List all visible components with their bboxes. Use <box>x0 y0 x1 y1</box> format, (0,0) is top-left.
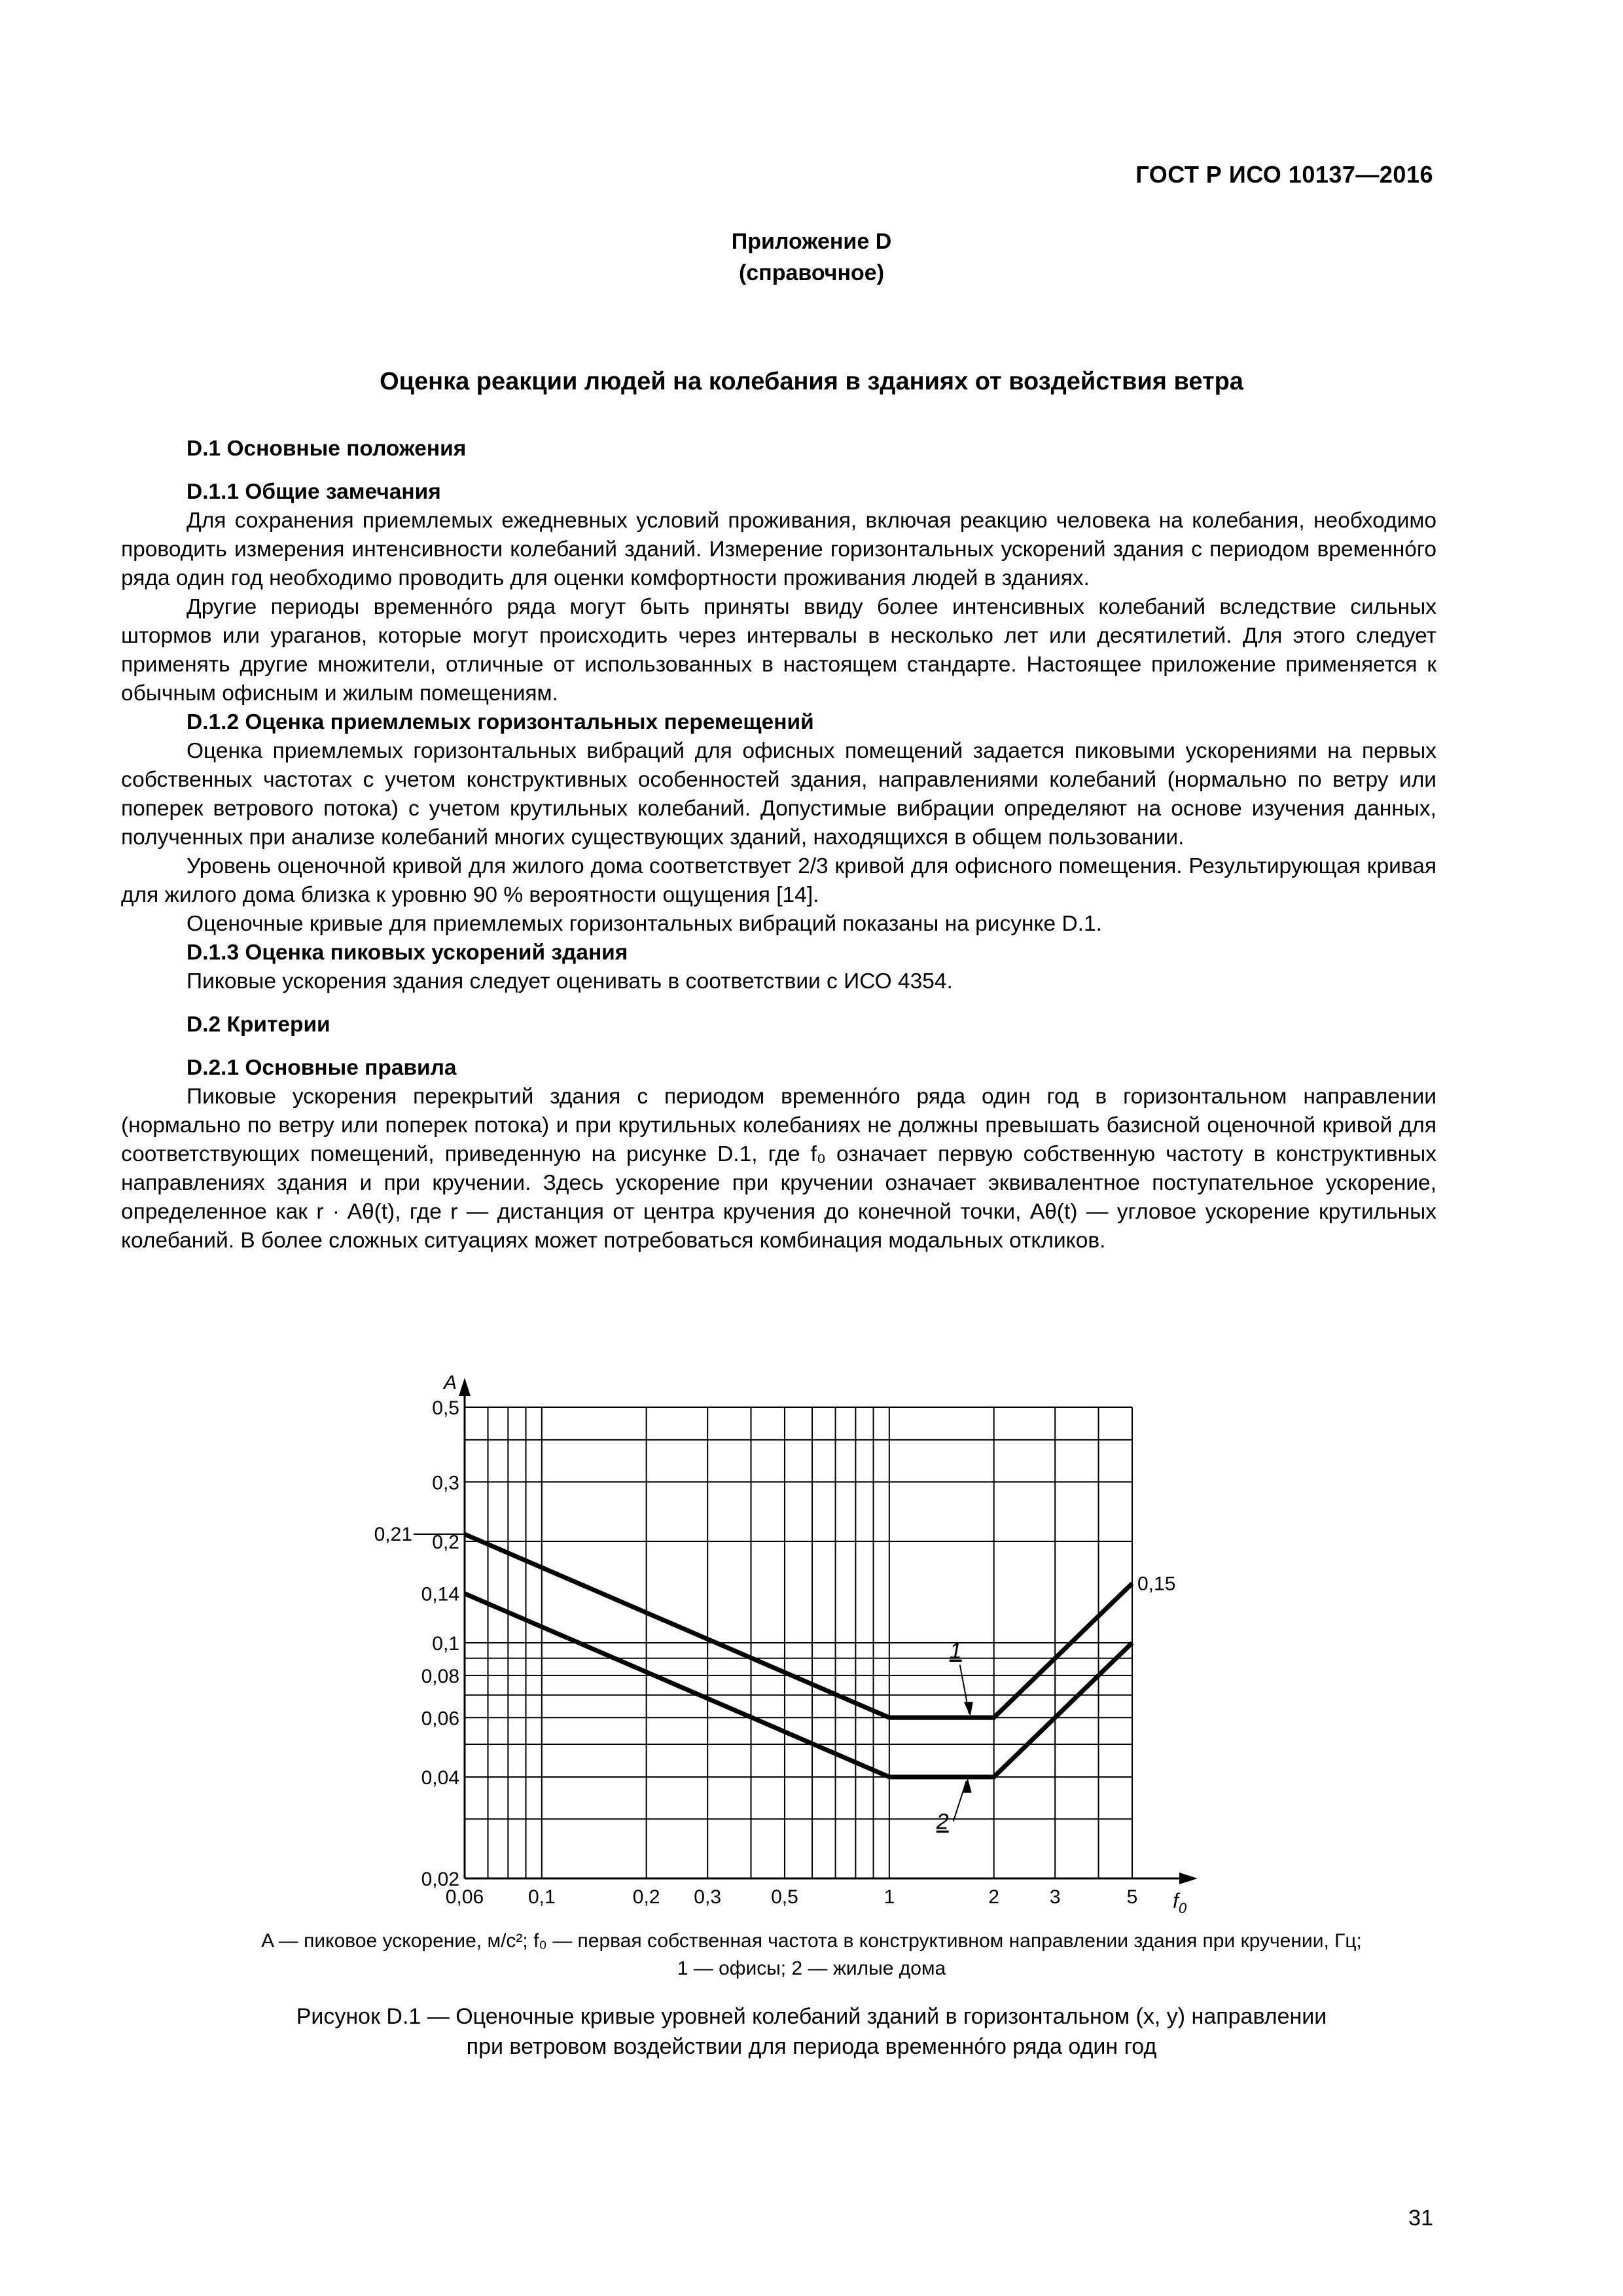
y-tick-label: 0,2 <box>432 1531 459 1553</box>
chart-axes <box>459 1378 1198 1884</box>
y-tick-label: 0,08 <box>421 1665 459 1687</box>
caption-line-2: при ветровом воздействии для периода временно́го ряда один год <box>466 2034 1157 2059</box>
paragraph: Другие периоды временно́го ряда могут быть приняты ввиду более интенсивных колебаний вследствие сильных штормов или ураганов, которые могут происходить через интервалы в несколько лет или десятилетий. Для этого следует применять другие множители, отличные от использованных в настоящем стандарте. Настоящее приложение применяется к обычным офисным и жилым помещениям. <box>121 595 1436 706</box>
x-tick-label: 0,1 <box>527 1886 556 1908</box>
y-tick-label: 0,5 <box>432 1397 459 1419</box>
x-axis-label-subscript: 0 <box>1178 1900 1187 1916</box>
curve-label-arrow <box>964 1702 973 1716</box>
x-axis-label: $f_0$ <box>1173 1889 1187 1916</box>
figure-caption <box>0 2001 1623 2062</box>
y-tick-label: 0,02 <box>421 1869 459 1890</box>
y-axis-label: A <box>443 1372 457 1393</box>
paragraph: Пиковые ускорения перекрытий здания с периодом временно́го ряда один год в горизонтальном направлении (нормально по ветру или поперек потока) и при крутильных колебаниях не должны превышать базисной оценочной кривой для соответствующих помещений, приведенную на рисунке D.1, где f₀ означает первую собственную частоту в конструктивных направлениях здания и при кручении. Здесь ускорение при кручении означает эквивалентное поступательное ускорение, определенное как r · Aθ(t), где r — дистанция от центра кручения до конечной точки, Aθ(t) — угловое ускорение крутильных колебаний. В более сложных ситуациях может потребоваться комбинация модальных откликов. <box>121 1085 1436 1253</box>
paragraph: Для сохранения приемлемых ежедневных условий проживания, включая реакцию человека на колебания, необходимо проводить измерения интенсивности колебаний зданий. Измерение горизонтальных ускорений здания с периодом временно́го ряда один год необходимо проводить для оценки комфортности проживания людей в зданиях. <box>121 509 1436 590</box>
appendix-type: (справочное) <box>738 260 885 285</box>
x-tick-label: 0,2 <box>632 1886 660 1908</box>
curve-2 <box>465 1594 1132 1777</box>
section-heading-d21: D.2.1 Основные правила <box>187 1056 457 1080</box>
curve-1 <box>465 1534 1132 1717</box>
chart-grid <box>465 1407 1132 1878</box>
x-tick-label: 0,3 <box>694 1886 722 1908</box>
curve-label-arrow <box>963 1778 972 1793</box>
y-axis-arrow <box>459 1378 471 1396</box>
caption-line-1: Рисунок D.1 — Оценочные кривые уровней колебаний зданий в горизонтальном (x, y) направлении <box>296 2004 1327 2029</box>
section-heading-d2: D.2 Критерии <box>187 1013 330 1037</box>
y-tick-label: 0,3 <box>432 1472 459 1494</box>
paragraph: Оценочные кривые для приемлемых горизонтальных вибраций показаны на рисунке D.1. <box>187 912 1102 936</box>
curve-label-leader <box>954 1781 967 1821</box>
annotation-start-office: 0,21 <box>374 1524 412 1546</box>
appendix-label: Приложение D <box>731 229 892 254</box>
page-title: Оценка реакции людей на колебания в зданиях от воздействия ветра <box>380 368 1243 395</box>
figure-legend <box>0 1928 1623 1982</box>
section-heading-d1: D.1 Основные положения <box>187 437 467 461</box>
curve-label-2: 2 <box>936 1809 949 1835</box>
x-tick-label: 0,06 <box>445 1886 484 1908</box>
x-tick-label: 2 <box>988 1886 1000 1908</box>
curve-label-1: 1 <box>949 1638 962 1664</box>
standard-number: ГОСТ Р ИСО 10137—2016 <box>1135 161 1433 188</box>
body-text <box>121 435 1436 1255</box>
y-tick-label: 0,1 <box>432 1633 459 1655</box>
paragraph: Пиковые ускорения здания следует оценивать в соответствии с ИСО 4354. <box>187 969 953 994</box>
x-tick-label: 1 <box>883 1886 895 1908</box>
x-tick-label: 5 <box>1126 1886 1138 1908</box>
x-tick-label: 0,5 <box>771 1886 798 1908</box>
annotation-start-residential: 0,14 <box>421 1583 459 1605</box>
y-tick-label: 0,04 <box>421 1767 459 1789</box>
section-heading-d12: D.1.2 Оценка приемлемых горизонтальных перемещений <box>187 710 814 734</box>
legend-line-2: 1 — офисы; 2 — жилые дома <box>677 1958 946 1979</box>
y-tick-label: 0,06 <box>421 1708 459 1730</box>
page-number: 31 <box>1408 2206 1433 2231</box>
x-axis-arrow <box>1179 1873 1198 1884</box>
acceleration-chart <box>353 1348 1257 1924</box>
paragraph: Оценка приемлемых горизонтальных вибраций для офисных помещений задается пиковыми ускорениями на первых собственных частотах с учетом конструктивных особенностей здания, направлениями колебаний (нормально по ветру или поперек ветрового потока) с учетом крутильных колебаний. Допустимые вибрации определяют на основе изучения данных, полученных при анализе колебаний многих существующих зданий, находящихся в общем пользовании. <box>121 739 1436 850</box>
section-heading-d11: D.1.1 Общие замечания <box>187 480 441 504</box>
x-tick-label: 3 <box>1049 1886 1061 1908</box>
paragraph: Уровень оценочной кривой для жилого дома соответствует 2/3 кривой для офисного помещения. Результирующая кривая для жилого дома близка к уровню 90 % вероятности ощущения [14]. <box>121 854 1436 907</box>
legend-line-1: A — пиковое ускорение, м/с²; f₀ — первая собственная частота в конструктивном направлении здания при кручении, Гц; <box>261 1930 1362 1952</box>
section-heading-d13: D.1.3 Оценка пиковых ускорений здания <box>187 941 628 965</box>
chart-series <box>465 1534 1132 1777</box>
annotation-end-office: 0,15 <box>1137 1573 1176 1595</box>
